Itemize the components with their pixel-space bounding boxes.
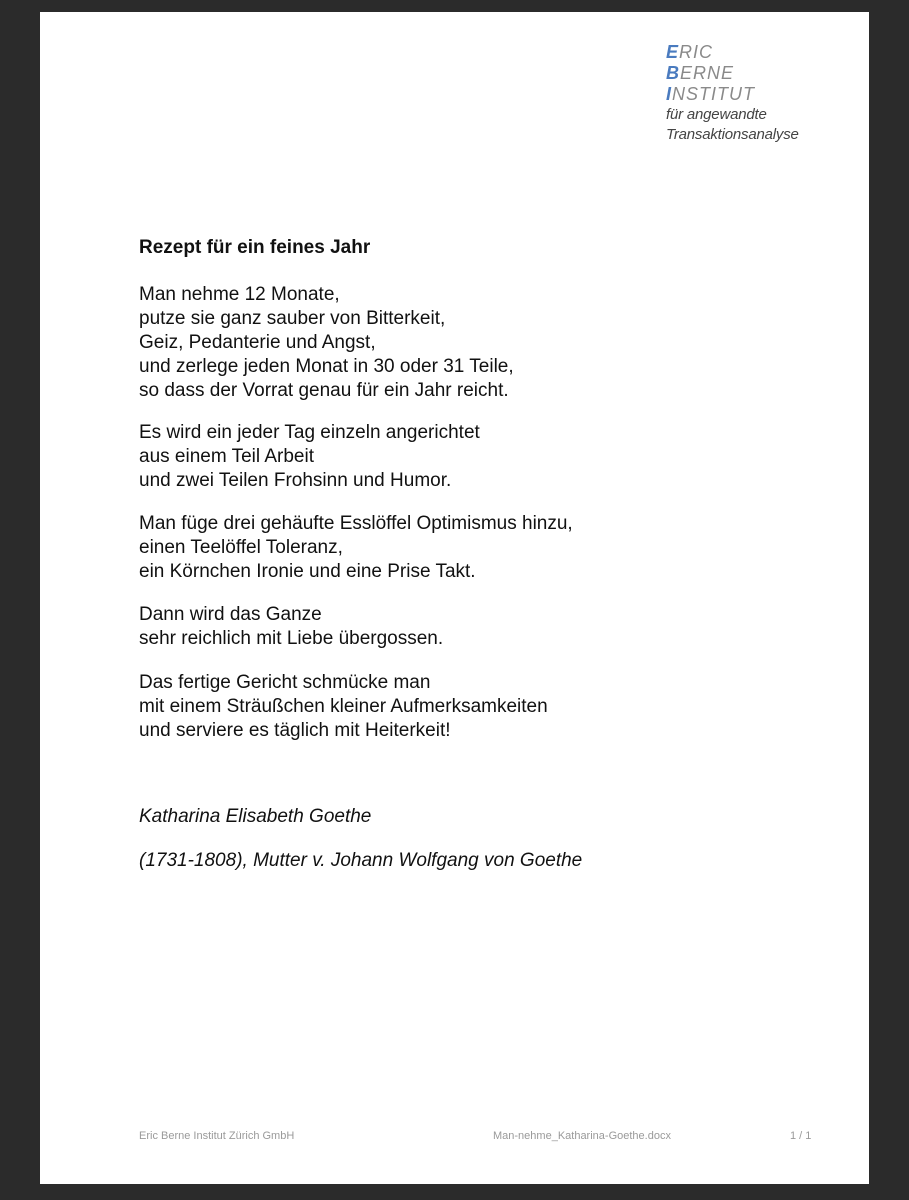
stanza-5 bbox=[139, 671, 548, 743]
stanza-3 bbox=[139, 512, 573, 584]
logo-subtitle-1: für angewandte bbox=[666, 106, 767, 123]
poem-line: aus einem Teil Arbeit bbox=[139, 446, 314, 467]
poem-line: so dass der Vorrat genau für ein Jahr reicht. bbox=[139, 380, 509, 401]
logo-word-rest: NSTITUT bbox=[672, 84, 756, 104]
poem-line: Dann wird das Ganze bbox=[139, 604, 322, 625]
logo-line-institut bbox=[666, 84, 856, 105]
poem-line: sehr reichlich mit Liebe übergossen. bbox=[139, 628, 444, 649]
poem-line: Man füge drei gehäufte Esslöffel Optimismus hinzu, bbox=[139, 513, 573, 534]
document-title: Rezept für ein feines Jahr bbox=[139, 237, 371, 258]
logo-line-berne bbox=[666, 63, 856, 84]
poem-line: putze sie ganz sauber von Bitterkeit, bbox=[139, 308, 446, 329]
author-name: Katharina Elisabeth Goethe bbox=[139, 806, 372, 827]
stanza-2 bbox=[139, 421, 480, 493]
poem-line: mit einem Sträußchen kleiner Aufmerksamkeiten bbox=[139, 696, 548, 717]
logo-initial: I bbox=[666, 84, 673, 104]
author-note: (1731-1808), Mutter v. Johann Wolfgang von Goethe bbox=[139, 850, 583, 871]
footer-filename: Man-nehme_Katharina-Goethe.docx bbox=[493, 1130, 671, 1142]
stanza-1 bbox=[139, 283, 514, 403]
logo-initial: E bbox=[666, 42, 680, 62]
poem-line: und zerlege jeden Monat in 30 oder 31 Teile, bbox=[139, 356, 514, 377]
footer-page-number: 1 / 1 bbox=[790, 1130, 812, 1142]
poem-line: und zwei Teilen Frohsinn und Humor. bbox=[139, 470, 452, 491]
logo-initial: B bbox=[666, 63, 680, 83]
logo-word-rest: ERNE bbox=[680, 63, 735, 83]
poem-line: und serviere es täglich mit Heiterkeit! bbox=[139, 720, 451, 741]
poem-line: Das fertige Gericht schmücke man bbox=[139, 672, 431, 693]
poem-line: Geiz, Pedanterie und Angst, bbox=[139, 332, 376, 353]
logo-line-eric bbox=[666, 42, 856, 63]
logo-word-rest: RIC bbox=[679, 42, 714, 62]
institute-logo bbox=[666, 42, 856, 145]
logo-subtitle-2: Transaktionsanalyse bbox=[666, 126, 799, 143]
poem-line: ein Körnchen Ironie und eine Prise Takt. bbox=[139, 561, 476, 582]
poem-line: Man nehme 12 Monate, bbox=[139, 284, 340, 305]
poem-line: Es wird ein jeder Tag einzeln angerichtet bbox=[139, 422, 480, 443]
stanza-4 bbox=[139, 603, 443, 651]
document-page bbox=[40, 12, 869, 1184]
footer-company: Eric Berne Institut Zürich GmbH bbox=[139, 1130, 295, 1142]
poem-line: einen Teelöffel Toleranz, bbox=[139, 537, 343, 558]
